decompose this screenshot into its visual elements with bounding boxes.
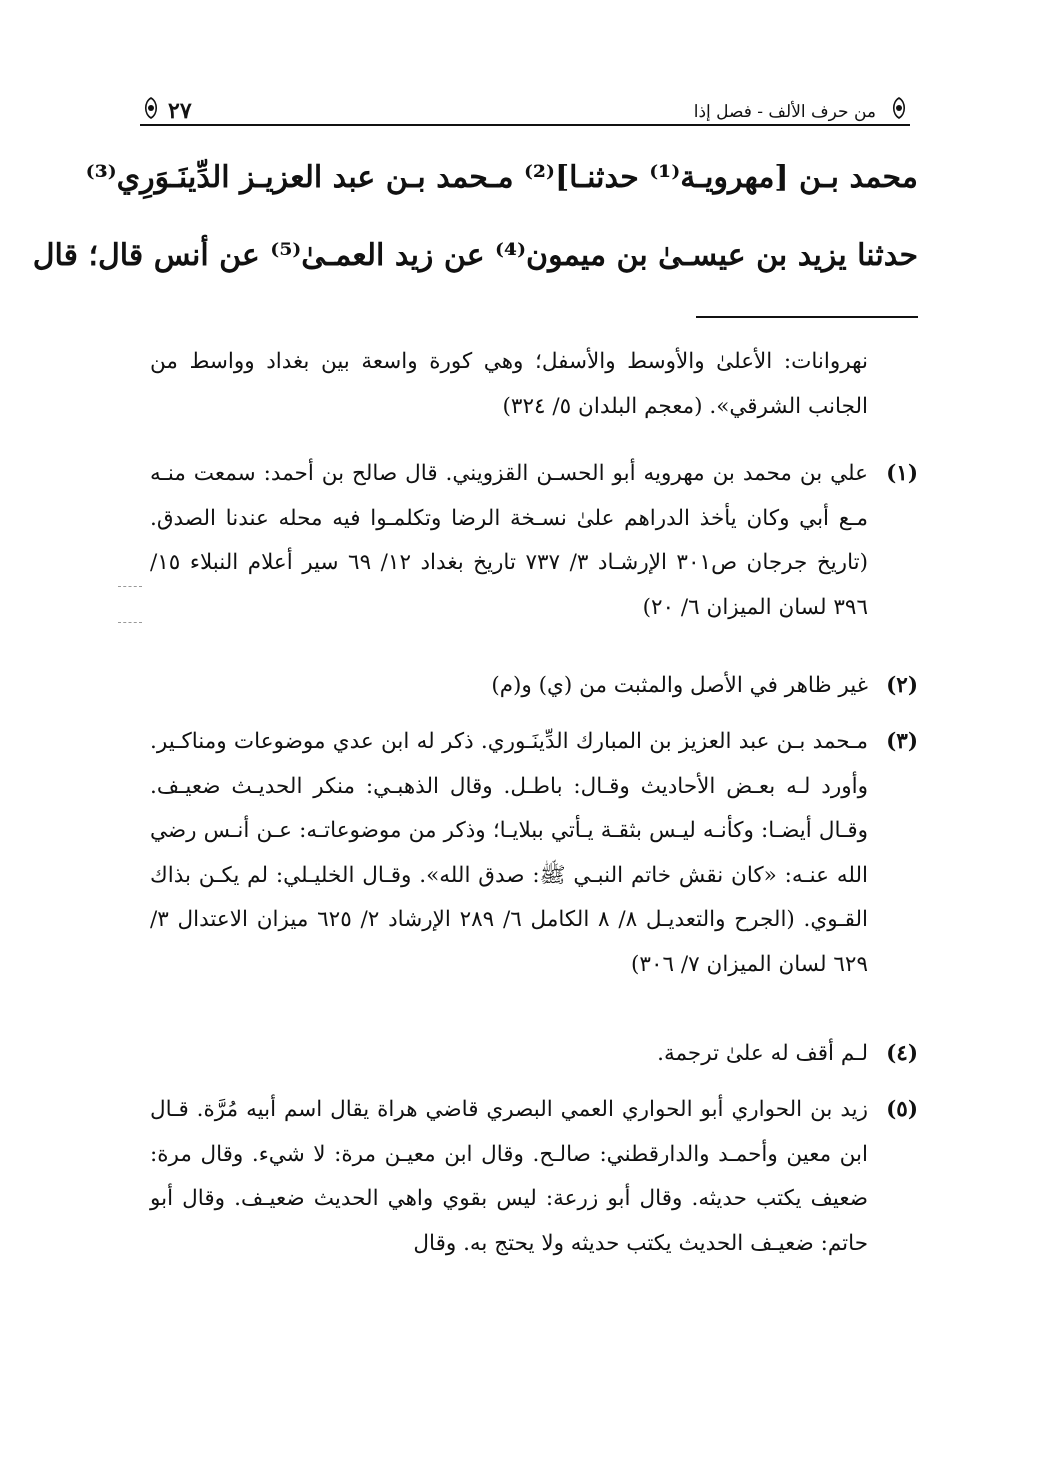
footnote-continuation	[150, 340, 868, 429]
header-title: من حرف الألف - فصل إذا	[693, 102, 876, 122]
footnote-item	[150, 664, 918, 709]
scan-margin-mark	[118, 586, 142, 587]
footnote-item	[150, 1032, 918, 1077]
main-text-line: حدثنا يزيد بن عيسـىٰ بن ميمون⁽⁴⁾ عن زيد العمـىٰ⁽⁵⁾ عن أنس قال؛ قال	[32, 238, 918, 273]
footnote-number: (١)	[886, 461, 918, 486]
footnote-text: غير ظاهر في الأصل والمثبت من (ي) و(م)	[491, 673, 868, 698]
scan-margin-mark	[118, 622, 142, 623]
footnote-text: لـم أقف له علىٰ ترجمة.	[657, 1041, 868, 1066]
footnote-text: علي بن محمد بن مهرويه أبو الحسـن القزويني. قال صالح بن أحمد: سمعت منـه مـع أبي وكان يأخذ الدراهم علىٰ نسـخة الرضا وتكلمـوا فيه محله عندنا الصدق. (تاريخ جرجان ص٣٠١ الإرشـاد ٣/ ٧٣٧ تاريخ بغداد ١٢/ ٦٩ سير أعلام النبلاء ١٥/ ٣٩٦ لسان الميزان ٦/ ٢٠)	[150, 461, 868, 620]
footnote-number: (٥)	[886, 1097, 918, 1122]
main-text-line: محمد بـن [مهرويـة⁽¹⁾ حدثنـا]⁽²⁾ مـحمد بـن عبد العزيـز الدِّينَـوَرِي⁽³⁾	[85, 160, 918, 195]
footnote-item	[150, 720, 918, 987]
ornament-icon	[888, 96, 910, 120]
footnote-text: مـحمد بـن عبد العزيز بن المبارك الدِّينَـوري. ذكر له ابن عدي موضوعات ومناكـير. وأورد لـه بعـض الأحاديث وقـال: باطـل. وقال الذهبـي: منكر الحديـث ضعيـف. وقـال أيضـا: وكأنـه ليـس بثقـة يـأتي ببلايـا؛ وذكر من موضوعاتـه: عـن أنـس رضي الله عنـه: «كان نقش خاتم النبـي ﷺ: صدق الله». وقـال الخليـلي: لم يكـن بذاك القـوي. (الجرح والتعديـل ٨/ ٨ الكامل ٦/ ٢٨٩ الإرشاد ٢/ ٦٢٥ ميزان الاعتدال ٣/ ٦٢٩ لسان الميزان ٧/ ٣٠٦)	[150, 729, 869, 977]
running-header	[140, 92, 910, 132]
footnote-separator	[696, 316, 918, 318]
page-number: ٢٧	[168, 98, 192, 124]
footnote-text: نهروانات: الأعلىٰ والأوسط والأسفل؛ وهي كورة واسعة بين بغداد وواسط من الجانب الشرقي». (معجم البلدان ٥/ ٣٢٤)	[150, 349, 868, 419]
footnote-number: (٢)	[886, 673, 918, 698]
footnote-number: (٤)	[886, 1041, 918, 1066]
header-rule	[140, 124, 910, 126]
footnote-number: (٣)	[886, 729, 918, 754]
footnote-item	[150, 452, 918, 630]
ornament-icon	[140, 96, 162, 120]
footnote-text: زيد بن الحواري أبو الحواري العمي البصري قاضي هراة يقال اسم أبيه مُرَّة. قـال ابن معين وأحمـد والدارقطني: صالـح. وقال ابن معيـن مرة: لا شيء. وقال مرة: ضعيف يكتب حديثه. وقال أبو زرعة: ليس بقوي واهي الحديث ضعيـف. وقال أبو حاتم: ضعيـف الحديث يكتب حديثه ولا يحتج به. وقال	[150, 1097, 868, 1256]
footnote-item	[150, 1088, 918, 1266]
